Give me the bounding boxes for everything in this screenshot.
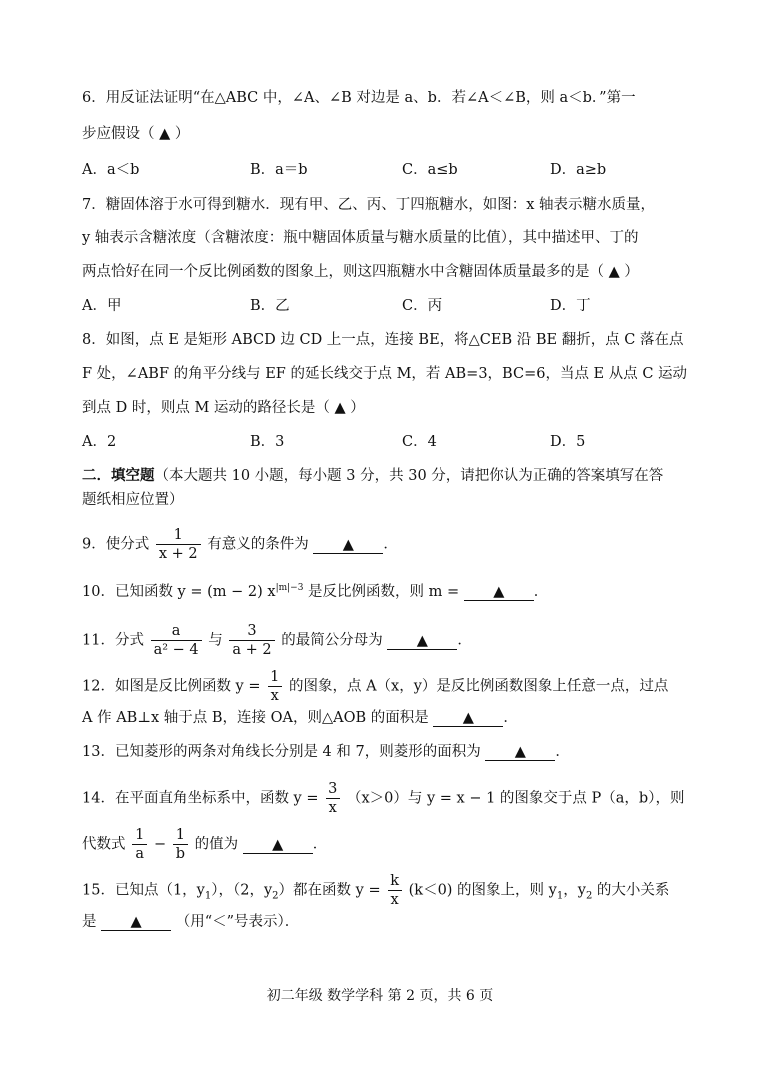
- q15-line2: [82, 912, 299, 932]
- q13-text: 13．已知菱形的两条对角线长分别是 4 和 7，则菱形的面积为: [82, 744, 481, 760]
- q12-answer-blank: ▲: [433, 710, 503, 727]
- q11-and: 与: [208, 632, 223, 649]
- q9-end: ．: [383, 536, 398, 553]
- q14-fraction: [325, 780, 340, 817]
- q15-sub-1: 1: [204, 890, 212, 902]
- q10-answer-blank: ▲: [464, 584, 534, 601]
- section2-heading: 二．填空题: [82, 468, 155, 484]
- q6-line2: 步应假设（ ▲ ）: [82, 126, 190, 142]
- q13-answer-blank: ▲: [485, 744, 555, 761]
- q8-option-d: D．5: [550, 434, 586, 450]
- q14-minus: −: [153, 836, 167, 853]
- q15-line2-suffix: （用“＜”号表示）．: [175, 914, 300, 930]
- q9-prefix: 9．使分式: [82, 536, 150, 553]
- q14-line2-suffix: 的值为: [194, 836, 239, 853]
- q14-prefix: 14．在平面直角坐标系中，函数 y =: [82, 790, 319, 807]
- q11-suffix: 的最简公分母为: [281, 632, 383, 649]
- q11-answer-blank: ▲: [387, 633, 457, 650]
- q6-option-d: D．a≥b: [550, 162, 607, 178]
- q15-prefix: 15．已知点（1，y: [82, 882, 205, 899]
- q6-option-b: B．a＝b: [250, 162, 308, 178]
- q14-answer-blank: ▲: [243, 837, 313, 854]
- q9-fraction: [156, 526, 201, 563]
- q8-line3: 到点 D 时，则点 M 运动的路径长是（ ▲ ）: [82, 400, 365, 416]
- q6-line1: 6．用反证法证明“在△ABC 中，∠A、∠B 对边是 a、b．若∠A＜∠B，则 a＜b．”第一: [82, 90, 636, 106]
- q7-option-a: A．甲: [82, 298, 122, 314]
- q11-fraction-2: [229, 622, 274, 659]
- q15-line1: [82, 872, 669, 909]
- q8-option-c: C．4: [402, 434, 437, 450]
- q15-suffix: (k＜0) 的图象上，则 y: [408, 882, 557, 899]
- q11-denominator-1: a² − 4: [151, 640, 202, 659]
- q14-line2: [82, 826, 327, 863]
- q14-numerator-a: 1: [135, 827, 145, 843]
- section2-instructions-line2: 题纸相应位置）: [82, 492, 184, 508]
- q15-numerator: k: [390, 873, 400, 889]
- q14-end: ．: [312, 836, 328, 853]
- q15-sub-4: 2: [585, 890, 593, 902]
- q15-answer-blank: ▲: [101, 914, 171, 931]
- q14-denominator-a: a: [132, 844, 147, 863]
- q15-line2-prefix: 是: [82, 914, 97, 930]
- q12-line2-text: A 作 AB⊥x 轴于点 B，连接 OA，则△AOB 的面积是: [82, 710, 429, 726]
- q11-end: ．: [457, 632, 472, 649]
- section2-instructions: （本大题共 10 小题，每小题 3 分，共 30 分，请把你认为正确的答案填写在答: [154, 468, 664, 484]
- q15-suffix-2: 的大小关系: [592, 882, 670, 899]
- q7-line3: 两点恰好在同一个反比例函数的图象上，则这四瓶糖水中含糖固体质量最多的是（ ▲ ）: [82, 264, 639, 280]
- q12-suffix: 的图象，点 A（x，y）是反比例函数图象上任意一点，过点: [288, 678, 669, 695]
- q15-mid-2: ）都在函数 y =: [278, 882, 381, 899]
- q7-line1: 7．糖固体溶于水可得到糖水．现有甲、乙、丙、丁四瓶糖水，如图：x 轴表示糖水质量，: [82, 197, 656, 213]
- q14-fraction-a: [132, 826, 147, 863]
- q13: [82, 742, 570, 762]
- q8-option-a: A．2: [82, 434, 117, 450]
- q14-numerator-b: 1: [175, 827, 185, 843]
- q12-prefix: 12．如图是反比例函数 y =: [82, 678, 261, 695]
- q10-suffix: 是反比例函数，则 m =: [308, 583, 460, 600]
- q9-answer-blank: ▲: [313, 537, 383, 554]
- q14-denominator-b: b: [173, 844, 188, 863]
- q15-sub-2: 2: [272, 890, 279, 902]
- q11-numerator-2: 3: [247, 623, 257, 639]
- q14-denominator: x: [326, 798, 340, 817]
- q12-line2: [82, 708, 518, 728]
- q7-option-c: C．丙: [402, 298, 443, 314]
- q14-numerator: 3: [328, 781, 338, 797]
- q7-option-b: B．乙: [250, 298, 290, 314]
- page-footer: 初二年级 数学学科 第 2 页，共 6 页: [266, 988, 494, 1004]
- q11-numerator-1: a: [171, 623, 181, 639]
- q9-denominator: x + 2: [156, 544, 201, 563]
- q15-mid-3: ，y: [563, 882, 586, 899]
- q9: [82, 526, 398, 563]
- q12-denominator: x: [268, 686, 282, 705]
- q8-line2: F 处，∠ABF 的角平分线与 EF 的延长线交于点 M，若 AB=3，BC=6，当点 E 从点 C 运动: [82, 366, 688, 382]
- q11-prefix: 11．分式: [82, 632, 144, 649]
- q10-prefix: 10．已知函数 y = (m − 2) x: [82, 583, 276, 600]
- q12-end: ．: [503, 710, 518, 726]
- q6-option-c: C．a≤b: [402, 162, 458, 178]
- q14-line2-prefix: 代数式: [82, 836, 126, 853]
- q10-end: ．: [533, 583, 549, 600]
- q10: [82, 578, 548, 602]
- q12-numerator: 1: [270, 669, 280, 685]
- q8-option-b: B．3: [250, 434, 285, 450]
- q12-fraction: [267, 668, 282, 705]
- q6-option-a: A．a＜b: [82, 162, 140, 178]
- q11-fraction-1: [151, 622, 202, 659]
- q14-suffix: （x＞0）与 y = x − 1 的图象交于点 P（a，b），则: [346, 790, 685, 807]
- q15-denominator: x: [388, 890, 402, 909]
- q11: [82, 622, 472, 659]
- q11-denominator-2: a + 2: [229, 640, 274, 659]
- q12-line1: [82, 668, 668, 705]
- q10-exponent: |m|−3: [275, 583, 304, 593]
- q7-option-d: D．丁: [550, 298, 591, 314]
- q14-fraction-b: [173, 826, 188, 863]
- q15-mid-1: ），（2，y: [211, 882, 273, 899]
- q13-end: ．: [555, 744, 570, 760]
- q14-line1: [82, 780, 684, 817]
- section2-heading-line: [82, 466, 663, 486]
- q9-numerator: 1: [173, 527, 183, 543]
- q15-sub-3: 1: [556, 890, 564, 902]
- q9-suffix: 有意义的条件为: [207, 536, 309, 553]
- q15-fraction: [387, 872, 402, 909]
- q8-line1: 8．如图，点 E 是矩形 ABCD 边 CD 上一点，连接 BE，将△CEB 沿 BE 翻折，点 C 落在点: [82, 332, 684, 348]
- q7-line2: y 轴表示含糖浓度（含糖浓度：瓶中糖固体质量与糖水质量的比值），其中描述甲、丁的: [82, 230, 639, 246]
